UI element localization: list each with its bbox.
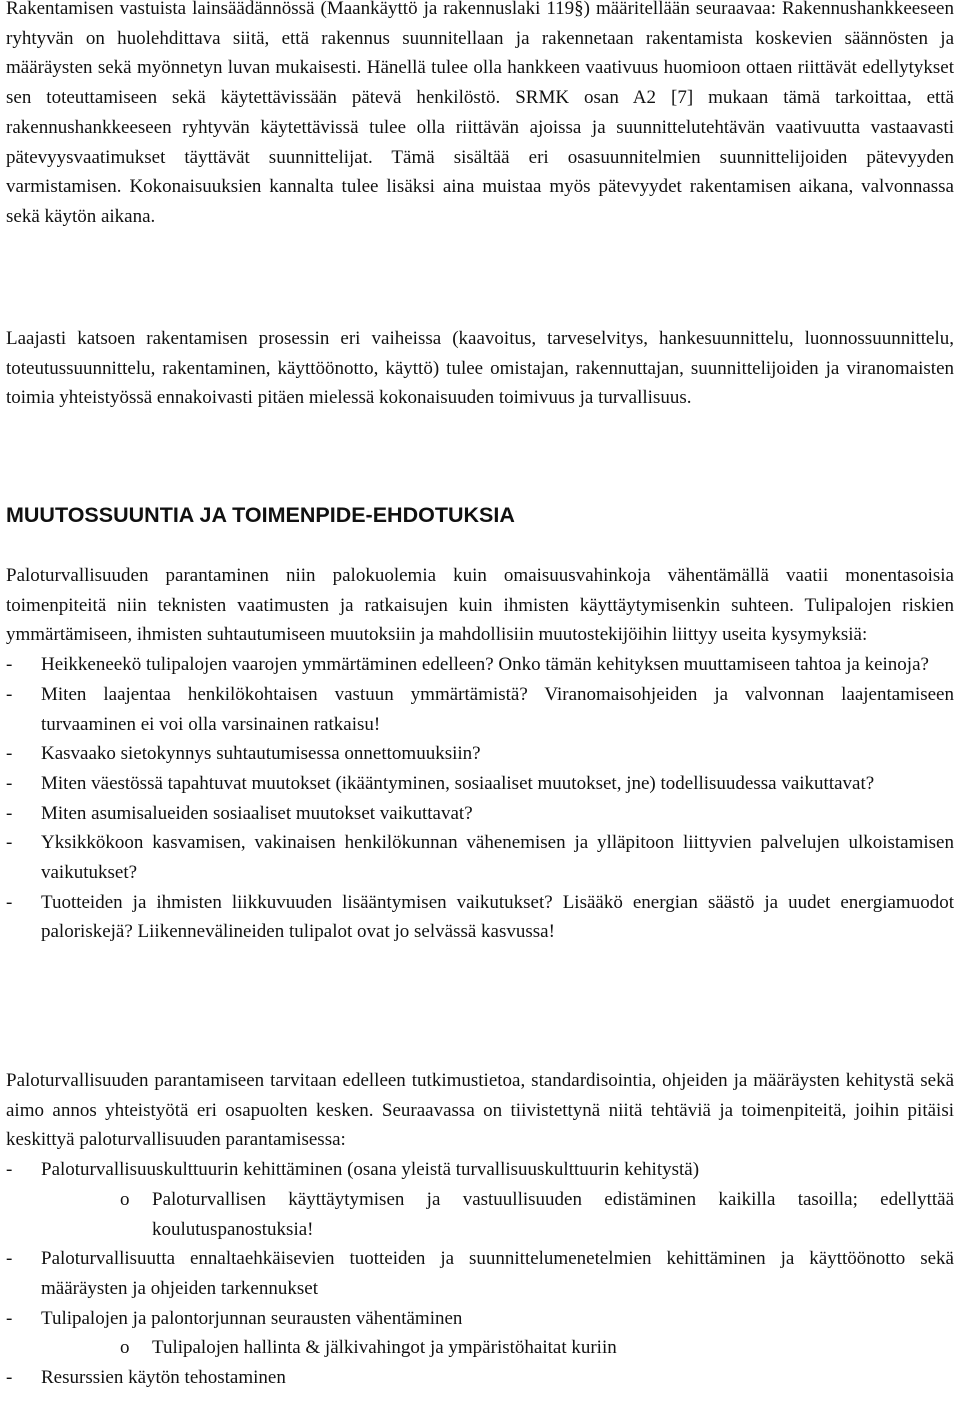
list-item: - Miten asumisalueiden sosiaaliset muutokset vaikuttavat? <box>6 799 954 829</box>
list-item <box>6 1244 954 1303</box>
section-heading: MUUTOSSUUNTIA JA TOIMENPIDE-EHDOTUKSIA <box>6 503 515 527</box>
action-item-text: Tulipalojen ja palontorjunnan seurausten vähentäminen <box>41 1307 463 1329</box>
action-list <box>6 1155 954 1393</box>
action-item-text: Paloturvallisuutta ennaltaehkäisevien tuotteiden ja suunnittelumenetelmien kehittäminen ja käyttöönotto sekä määräysten ja ohjeiden tarkennukset <box>41 1248 954 1299</box>
list-item: - Tuotteiden ja ihmisten liikkuvuuden lisääntymisen vaikutukset? Lisääkö energian säästö ja uudet energiamuodot paloriskejä? Liikennevälineiden tulipalot ovat jo selvässä kasvussa! <box>6 888 954 947</box>
sub-list-item: o Paloturvallisen käyttäytymisen ja vastuullisuuden edistäminen kaikilla tasoilla; edellyttää koulutuspanostuksia! <box>41 1185 954 1244</box>
sub-list <box>41 1333 954 1363</box>
list-item: - Yksikkökoon kasvamisen, vakinaisen henkilökunnan vähenemisen ja ylläpitoon liittyvien palvelujen ulkoistamisen vaikutukset? <box>6 828 954 887</box>
sub-list-item: o Tulipalojen hallinta & jälkivahingot ja ympäristöhaitat kuriin <box>41 1333 954 1363</box>
section1-intro: Paloturvallisuuden parantaminen niin palokuolemia kuin omaisuusvahinkoja vähentämällä vaatii monentasoisia toimenpiteitä niin teknisten vaatimusten ja ratkaisujen kuin ihmisten käyttäytymisenkin suhteen. Tulipalojen riskien ymmärtämiseen, ihmisten suhtautumiseen muutoksiin ja mahdollisiin muutostekijöihin liittyy useita kysymyksiä: <box>6 565 954 646</box>
section-actions <box>6 1066 954 1393</box>
section2-intro: Paloturvallisuuden parantamiseen tarvitaan edelleen tutkimustietoa, standardisointia, ohjeiden ja määräysten kehitystä sekä aimo annos yhteistyötä eri osapuolten kesken. Seuraavassa on tiivistettynä niitä tehtäviä ja toimenpiteitä, joihin pitäisi keskittyä paloturvallisuuden parantamisessa: <box>6 1070 954 1151</box>
action-item-text: Paloturvallisuuskulttuurin kehittäminen (osana yleistä turvallisuuskulttuurin kehitystä) <box>41 1159 700 1181</box>
list-item <box>6 1363 954 1393</box>
paragraph-legal-responsibilities: Rakentamisen vastuista lainsäädännössä (Maankäyttö ja rakennuslaki 119§) määritellään seuraavaa: Rakennushankkeeseen ryhtyvän on huolehdittava siitä, että rakennus suunnitellaan ja rakennetaan rakentamista koskevien säännösten ja määräysten sekä myönnetyn luvan mukaisesti. Hänellä tulee olla hankkeen vaativuus huomioon ottaen riittävät edellytykset sen toteuttamiseen sekä käytettävissään pätevä henkilöstö. SRMK osan A2 [7] mukaan tämä tarkoittaa, että rakennushankkeeseen ryhtyvän käytettävissä tulee olla riittävän ajoissa ja suunnittelutehtävän vaativuutta vastaavasti pätevyysvaatimukset täyttävät suunnittelijat. Tämä sisältää eri osasuunnitelmien suunnittelijoiden pätevyyden varmistamisen. Kokonaisuuksien kannalta tulee lisäksi aina muistaa myös pätevyydet rakentamisen aikana, valvonnassa sekä käytön aikana. <box>6 0 954 227</box>
list-item: - Kasvaako sietokynnys suhtautumisessa onnettomuuksiin? <box>6 739 954 769</box>
section-questions <box>6 561 954 947</box>
action-item-text: Resurssien käytön tehostaminen <box>41 1367 286 1389</box>
list-item <box>6 1304 954 1363</box>
paragraph-construction-process: Laajasti katsoen rakentamisen prosessin eri vaiheissa (kaavoitus, tarveselvitys, hankesuunnittelu, luonnossuunnittelu, toteutussuunnittelu, rakentaminen, käyttöönotto, käyttö) tulee omistajan, rakennuttajan, suunnittelijoiden ja viranomaisten toimia yhteistyössä ennakoivasti pitäen mielessä kokonaisuuden toimivuus ja turvallisuus. <box>6 328 954 409</box>
list-item: - Miten väestössä tapahtuvat muutokset (ikääntyminen, sosiaaliset muutokset, jne) todellisuudessa vaikuttavat? <box>6 769 954 799</box>
sub-list <box>41 1185 954 1244</box>
list-item <box>6 1155 954 1244</box>
list-item: - Heikkeneekö tulipalojen vaarojen ymmärtäminen edelleen? Onko tämän kehityksen muuttamiseen tahtoa ja keinoja? <box>6 650 954 680</box>
question-list <box>6 650 954 947</box>
list-item: - Miten laajentaa henkilökohtaisen vastuun ymmärtämistä? Viranomaisohjeiden ja valvonnan laajentamiseen turvaaminen ei voi olla varsinainen ratkaisu! <box>6 680 954 739</box>
